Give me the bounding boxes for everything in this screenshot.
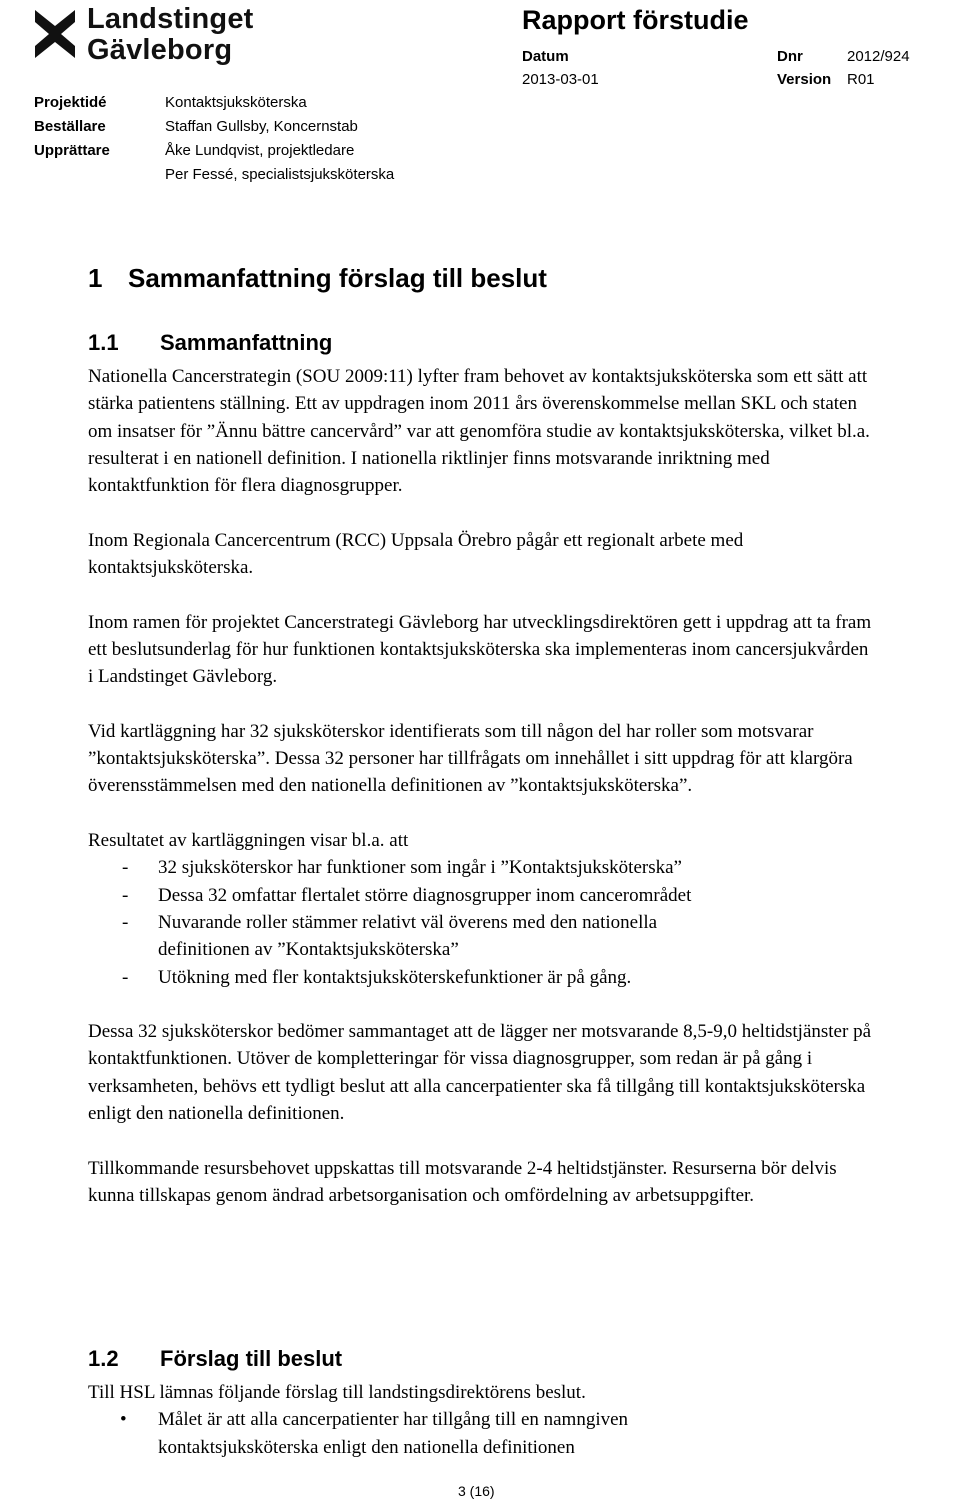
heading-number: 1.2 [88, 1346, 119, 1371]
bestallare-label: Beställare [34, 118, 106, 135]
proposal-list [88, 1406, 878, 1461]
paragraph: Vid kartläggning har 32 sjuksköterskor identifierats som till någon del har roller som motsvarar ”kontaktsjuksköterska”. Dessa 32 personer har tillfrågats om innehållet i sitt uppdrag för att klargöra överensstämmelsen med den nationella definitionen av ”kontaktsjuksköterska”. [88, 720, 853, 797]
paragraph: Tillkommande resursbehovet uppskattas till motsvarande 2-4 heltidstjänster. Resurserna bör delvis kunna tillskapas genom ändrad arbetsorganisation och omfördelning av arbetsuppgifter. [88, 1157, 837, 1206]
bestallare-value: Staffan Gullsby, Koncernstab [165, 118, 358, 135]
list-item: • Målet är att alla cancerpatienter har tillgång till en namngiven kontaktsjuksköterska enligt den nationella definitionen [88, 1406, 878, 1461]
heading-section-1 [88, 262, 547, 294]
logo-text-line2: Gävleborg [87, 34, 233, 66]
section-1-2-body [88, 1379, 878, 1488]
version-label: Version [777, 71, 832, 88]
date-label: Datum [522, 48, 569, 65]
paragraph: Inom Regionala Cancercentrum (RCC) Uppsala Örebro pågår ett regionalt arbete med kontaktsjuksköterska. [88, 529, 744, 579]
projektide-label: Projektidé [34, 94, 107, 111]
list-item: - Nuvarande roller stämmer relativt väl överens med den nationella definitionen av ”Kontaktsjuksköterska” [88, 909, 878, 964]
dnr-value: 2012/924 [847, 48, 910, 65]
logo-text-line1: Landstinget [87, 3, 254, 35]
paragraph: Dessa 32 sjuksköterskor bedömer sammantaget att de lägger ner motsvarande 8,5-9,0 heltidstjänster på kontaktfunktionen. Utöver de kompletteringar för vissa diagnosgrupper, som redan är på gång i verksamheten, behövs ett tydligt beslut att alla cancerpatienter ska få tillgång till kontaktsjuksköterska enligt den nationella definitionen. [88, 1021, 871, 1125]
paragraph: Resultatet av kartläggningen visar bl.a. att [88, 830, 409, 852]
paragraph: Till HSL lämnas följande förslag till landstingsdirektörens beslut. [88, 1382, 586, 1403]
projektide-value: Kontaktsjuksköterska [165, 94, 307, 111]
heading-number: 1.1 [88, 330, 119, 355]
date-value: 2013-03-01 [522, 71, 599, 88]
version-value: R01 [847, 71, 875, 88]
list-item: - Utökning med fler kontaktsjuksköterskefunktioner är på gång. [88, 964, 878, 991]
logo [30, 2, 270, 68]
heading-title: Sammanfattning förslag till beslut [128, 263, 547, 293]
landstinget-logo-icon [30, 4, 80, 64]
heading-section-1-1 [88, 329, 332, 357]
upprattare-value: Per Fessé, specialistsjuksköterska [165, 166, 395, 183]
upprattare-value: Åke Lundqvist, projektledare [165, 142, 355, 159]
page-number: 3 (16) [458, 1483, 495, 1499]
paragraph: Nationella Cancerstrategin (SOU 2009:11) lyfter fram behovet av kontaktsjuksköterska som ett sätt att stärka patientens ställning. Ett av uppdragen inom 2011 års överenskommelse mellan SKL och staten om insatser för ”Ännu bättre cancervård” var att genomföra studie av kontaktsjuksköterska, vilket bl.a. resulterat i en nationell definition. I nationella riktlinjer finns motsvarande inriktning med kontaktfunktion för flera diagnosgrupper. [88, 366, 870, 497]
paragraph: Inom ramen för projektet Cancerstrategi Gävleborg har utvecklingsdirektören gett i uppdrag att ta fram ett beslutsunderlag för hur funktionen kontaktsjuksköterska ska implementeras inom cancersjukvården i Landstinget Gävleborg. [88, 611, 872, 688]
document-title: Rapport förstudie [522, 5, 749, 35]
heading-number: 1 [88, 263, 103, 293]
heading-title: Förslag till beslut [160, 1346, 343, 1371]
heading-title: Sammanfattning [160, 330, 333, 355]
dnr-label: Dnr [777, 48, 803, 65]
list-item: - Dessa 32 omfattar flertalet större diagnosgrupper inom cancerområdet [88, 882, 878, 909]
heading-section-1-2 [88, 1345, 342, 1373]
upprattare-label: Upprättare [34, 142, 110, 159]
list-item: - 32 sjuksköterskor har funktioner som ingår i ”Kontaktsjuksköterska” [88, 854, 878, 881]
result-list [88, 854, 878, 990]
section-1-1-body [88, 363, 878, 1209]
